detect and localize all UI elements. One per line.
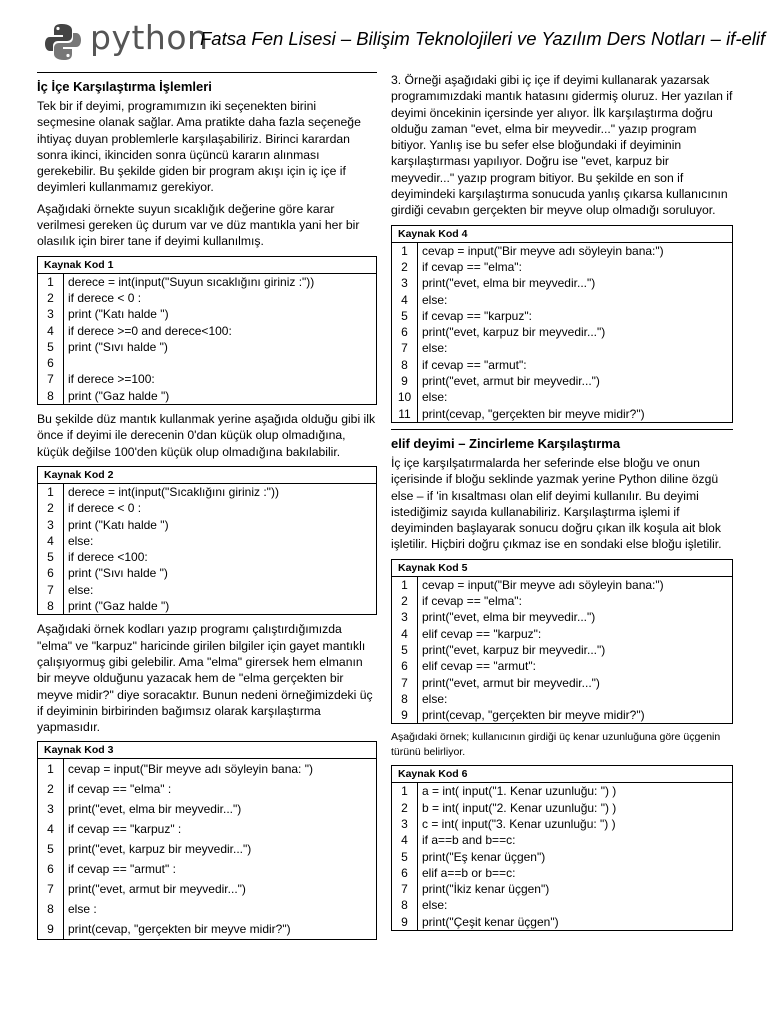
line-number: 6 [47, 566, 54, 581]
line-number: 11 [398, 406, 411, 421]
code-line: print(cevap, "gerçekten bir meyve midir?") [68, 922, 291, 937]
line-number: 8 [47, 388, 54, 403]
code-lines [64, 484, 376, 614]
code-line: elif a==b or b==c: [422, 865, 516, 880]
code-line: print("evet, armut bir meyvedir...") [68, 882, 246, 897]
line-number: 7 [47, 372, 54, 387]
code-line: if cevap == "elma" : [68, 782, 172, 797]
code-box-6 [391, 765, 733, 931]
code-line: if cevap == "armut" : [68, 862, 176, 877]
code-line: print(cevap, "gerçekten bir meyve midir?") [422, 406, 645, 421]
code-line: print("evet, karpuz bir meyvedir...") [68, 842, 252, 857]
left-column [37, 72, 377, 946]
line-number: 1 [401, 243, 408, 258]
code-line: print(cevap, "gerçekten bir meyve midir?") [422, 708, 645, 723]
note-text: Aşağıdaki örnek; kullanıcının girdiği üç kenar uzunluğuna göre üçgenin türünü belirliyor. [391, 731, 721, 758]
page-header [0, 0, 768, 72]
line-number: 3 [401, 276, 408, 291]
line-numbers [38, 759, 64, 939]
code-line: if derece >=0 and derece<100: [68, 323, 232, 338]
code-box-label: Kaynak Kod 2 [38, 467, 376, 484]
line-number: 2 [401, 259, 408, 274]
line-number: 5 [47, 339, 54, 354]
line-number: 9 [401, 708, 408, 723]
code-lines [418, 577, 732, 724]
paragraph: 3. Örneği aşağıdaki gibi iç içe if deyimi kullanarak yazarsak programımızdaki mantık hatasını gidermiş oluruz. Her yazılan if deyimi öncekinin içersinde yer alıyor. İlk karşılaştırma doğru olduğu zaman "evet, elma bir meyvedir..." yazıp program bitiyor. Yanlış ise bu sefer else bloğundaki if deyiminin karşılaştırması yapılıyor. Doğru ise "evet, karpuz bir meyvedir..." yazıp program bitiyor. Bu şekilde en son if deyimindeki karşılaştırma sonucuda yanlış çıkarsa kullanıcının girdiği cevabın gerçekten bir meyve olup olmadığı soruluyor. [391, 73, 733, 218]
line-number: 4 [401, 626, 408, 641]
code-line: print("evet, armut bir meyvedir...") [422, 675, 600, 690]
code-line: if derece < 0 : [68, 290, 142, 305]
line-number: 1 [401, 577, 408, 592]
line-number: 7 [401, 882, 408, 897]
line-number: 8 [401, 898, 408, 913]
code-box-label: Kaynak Kod 3 [38, 742, 376, 759]
code-line: cevap = input("Bir meyve adı söyleyin bana:") [422, 243, 664, 258]
code-line: else: [422, 341, 448, 356]
code-line: print ("Gaz halde ") [68, 599, 170, 614]
code-line: derece = int(input("Suyun sıcaklığını giriniz :")) [68, 274, 315, 289]
code-line: if cevap == "elma": [422, 259, 522, 274]
line-number: 9 [47, 922, 54, 937]
line-number: 6 [401, 659, 408, 674]
line-numbers [392, 243, 418, 422]
line-number: 6 [401, 865, 408, 880]
code-line: print("evet, karpuz bir meyvedir...") [422, 325, 606, 340]
line-number: 3 [401, 816, 408, 831]
page-title: Fatsa Fen Lisesi – Bilişim Teknolojileri ve Yazılım Ders Notları – if-elif [200, 28, 766, 49]
code-line: if cevap == "karpuz": [422, 308, 532, 323]
paragraph: Bu şekilde düz mantık kullanmak yerine aşağıda olduğu gibi ilk önce if deyimi ile derecenin 0'dan küçük olup olmadığına, küçük değilse 100'den küçük olup olmadığına bakılabilir. [37, 412, 376, 459]
code-line: print ("Sıvı halde ") [68, 339, 168, 354]
paragraph: Aşağıdaki örnek kodları yazıp programı çalıştırdığımızda "elma" ve "karpuz" haricinde girilen bilgiler için gayet mantıklı çalışıyormuş gibi gelebilir. Ama "elma" girersek hem elmanın bir meyve olduğunu yazacak hem de "elma gerçekten bir meyve midir?" diye soracaktır. Bunun nedeni örneğimizdeki üç if deyiminin birbirinden bağımsız olarak karşılaştırma yapmasıdır. [37, 622, 373, 735]
line-number: 8 [47, 902, 54, 917]
code-line: else: [422, 390, 448, 405]
code-line: else: [422, 691, 448, 706]
line-numbers [38, 484, 64, 614]
code-line: elif cevap == "armut": [422, 659, 536, 674]
line-number: 1 [47, 274, 54, 289]
right-column [391, 72, 733, 937]
line-number: 4 [47, 533, 54, 548]
code-line: print("evet, elma bir meyvedir...") [422, 610, 596, 625]
code-line: cevap = input("Bir meyve adı söyleyin bana: ") [68, 762, 313, 777]
code-line: print("evet, armut bir meyvedir...") [422, 374, 600, 389]
code-line: print ("Katı halde ") [68, 517, 169, 532]
code-line: print("Eş kenar üçgen") [422, 849, 546, 864]
line-number: 4 [401, 292, 408, 307]
code-box-1 [37, 256, 377, 405]
line-number: 6 [401, 325, 408, 340]
line-number: 2 [47, 290, 54, 305]
line-number: 5 [401, 642, 408, 657]
line-number: 9 [401, 374, 408, 389]
line-number: 2 [401, 594, 408, 609]
line-number: 4 [47, 323, 54, 338]
paragraph: Aşağıdaki örnekte suyun sıcaklığık değerine göre karar verilmesi gereken üç durum var ve düz mantıkla yani her bir olasılık için birer tane if deyimi kullanılmış. [37, 201, 360, 249]
code-lines [418, 783, 732, 930]
code-box-3 [37, 741, 377, 940]
code-line: if derece <100: [68, 550, 148, 565]
line-number: 10 [397, 390, 412, 405]
line-number: 1 [401, 784, 408, 799]
paragraph: Tek bir if deyimi, programımızın iki seçenekten birini seçmesine olanak sağlar. Ama pratikte daha fazla seçeneğe ihtiyaç duyan problemlerle karşılaşabiliriz. Birinci karardan sonra ikinci, ikinciden sonra üçüncü kararın alınması gerekebilir. Bu şekilde giden bir program akışı için iç içe if deyimleri kullanmamız gerekiyor. [37, 99, 361, 195]
line-number: 2 [401, 800, 408, 815]
line-number: 5 [401, 308, 408, 323]
code-box-2 [37, 466, 377, 615]
code-line: if cevap == "elma": [422, 594, 522, 609]
code-line: if derece < 0 : [68, 501, 142, 516]
code-line: else: [422, 292, 448, 307]
code-line: if cevap == "armut": [422, 357, 527, 372]
section-title-nested: İç İçe Karşılaştırma İşlemleri [37, 72, 377, 98]
line-number: 4 [47, 822, 54, 837]
line-number: 4 [401, 833, 408, 848]
code-box-label: Kaynak Kod 1 [38, 257, 376, 274]
code-line: print("evet, elma bir meyvedir...") [68, 802, 242, 817]
code-line: print("Çeşit kenar üçgen") [422, 914, 559, 929]
line-number: 7 [47, 582, 54, 597]
line-number: 3 [47, 802, 54, 817]
line-number: 9 [401, 914, 408, 929]
line-number: 6 [47, 862, 54, 877]
line-number: 3 [401, 610, 408, 625]
code-line: else: [68, 533, 94, 548]
code-box-5 [391, 559, 733, 725]
line-numbers [38, 274, 64, 404]
code-lines [64, 759, 376, 939]
code-line: if derece >=100: [68, 372, 155, 387]
code-line: cevap = input("Bir meyve adı söyleyin bana:") [422, 577, 664, 592]
code-line: c = int( input("3. Kenar uzunluğu: ") ) [422, 816, 616, 831]
code-line: print("İkiz kenar üçgen") [422, 882, 550, 897]
paragraph: İç içe karşılşatırmalarda her seferinde else bloğu ve onun içerisinde if bloğu seklinde yazmak yerine Python diline özgü else – if 'in kısaltması olan elif deyimi kullanılır. Bu deyimi istediğimiz sayıda kullanabiliriz. Karşılaştırma işlemi if deyiminden başlayarak sonucu doğru çıkan ilk koşula ait blok işletilir. Hiçbiri doğru çıkmaz ise en sondaki else bloğu işletilir. [391, 455, 722, 552]
code-line: a = int( input("1. Kenar uzunluğu: ") ) [422, 784, 617, 799]
code-box-label: Kaynak Kod 5 [392, 560, 732, 577]
code-line: if cevap == "karpuz" : [68, 822, 182, 837]
line-number: 7 [401, 675, 408, 690]
line-number: 3 [47, 517, 54, 532]
line-number: 3 [47, 307, 54, 322]
line-number: 2 [47, 782, 54, 797]
code-line: print ("Gaz halde ") [68, 388, 170, 403]
code-box-label: Kaynak Kod 6 [392, 766, 732, 783]
code-line: else: [422, 898, 448, 913]
line-number: 7 [401, 341, 408, 356]
line-number: 7 [47, 882, 54, 897]
python-logo-text: python [90, 18, 209, 57]
code-line: print ("Katı halde ") [68, 307, 169, 322]
code-line: print ("Sıvı halde ") [68, 566, 168, 581]
line-numbers [392, 577, 418, 724]
line-number: 8 [401, 691, 408, 706]
line-number: 1 [47, 762, 54, 777]
line-number: 8 [401, 357, 408, 372]
line-numbers [392, 783, 418, 930]
code-line: if a==b and b==c: [422, 833, 516, 848]
code-line [64, 355, 376, 371]
code-lines [64, 274, 376, 404]
section-title-elif: elif deyimi – Zincirleme Karşılaştırma [391, 429, 733, 455]
line-number: 5 [47, 842, 54, 857]
line-number: 5 [401, 849, 408, 864]
code-line: derece = int(input("Sıcaklığını giriniz :")) [68, 484, 279, 499]
code-lines [418, 243, 732, 422]
line-number: 8 [47, 599, 54, 614]
code-box-label: Kaynak Kod 4 [392, 226, 732, 243]
code-box-4 [391, 225, 733, 423]
code-line: else: [68, 582, 94, 597]
code-line: b = int( input("2. Kenar uzunluğu: ") ) [422, 800, 617, 815]
code-line: else : [68, 902, 97, 917]
code-line: print("evet, karpuz bir meyvedir...") [422, 642, 606, 657]
code-line: elif cevap == "karpuz": [422, 626, 542, 641]
code-line: print("evet, elma bir meyvedir...") [422, 276, 596, 291]
line-number: 6 [47, 356, 54, 371]
line-number: 2 [47, 501, 54, 516]
line-number: 5 [47, 550, 54, 565]
line-number: 1 [47, 484, 54, 499]
